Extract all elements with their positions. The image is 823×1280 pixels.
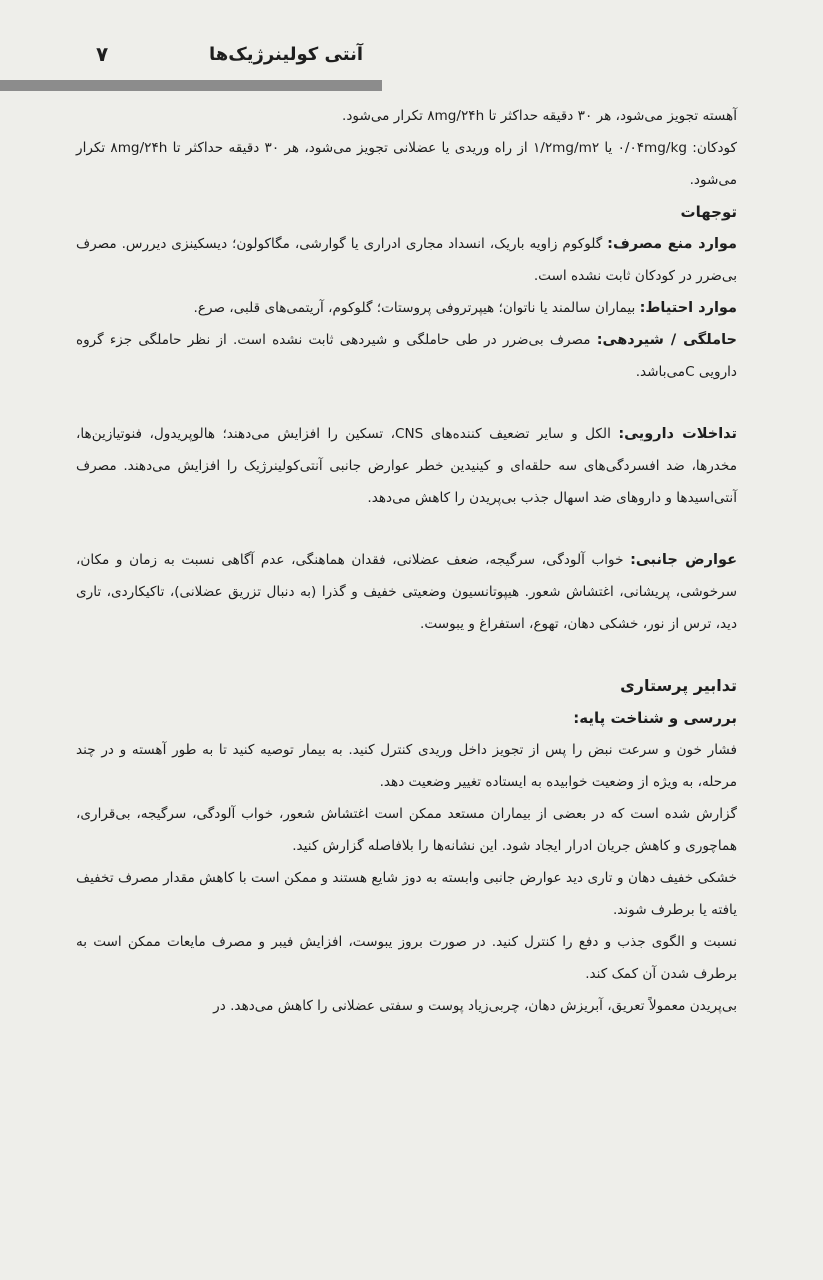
nursing-paragraph: خشکی خفیف دهان و تاری دید عوارض جانبی وابسته به دوز شایع هستند و ممکن است با کاهش مقدار مصرف تخفیف یافته یا برطرف شوند. — [76, 870, 737, 918]
contraindications-paragraph — [76, 228, 737, 292]
pregnancy-text: مصرف بی‌ضرر در طی حاملگی و شیردهی ثابت نشده است. از نظر حاملگی جزء گروه دارویی Cمی‌باشد. — [76, 332, 737, 380]
nursing-heading: تدابیر پرستاری — [620, 676, 737, 695]
side-effects-text: خواب آلودگی، سرگیجه، ضعف عضلانی، فقدان هماهنگی، عدم آگاهی نسبت به زمان و مکان، سرخوشی، پریشانی، اغتشاش شعور. هیپوتانسیون وضعیتی خفیف و گذرا (به دنبال تزریق عضلانی)، تاکیکاردی، تاری دید، ترس از نور، خشکی دهان، تهوع، استفراغ و یبوست. — [76, 552, 737, 632]
assessment-heading: بررسی و شناخت پایه: — [573, 709, 737, 727]
spacer — [76, 640, 737, 670]
header-rule — [0, 80, 382, 91]
contraindications-label: موارد منع مصرف: — [607, 236, 737, 252]
dosage-adult-continued: آهسته تجویز می‌شود، هر ۳۰ دقیقه حداکثر تا ۸mg/۲۴h تکرار می‌شود. — [342, 108, 737, 124]
page-number: ۷ — [96, 42, 109, 66]
nursing-paragraph: فشار خون و سرعت نبض را پس از تجویز داخل وریدی کنترل کنید. به بیمار توصیه کنید تا به طور آهسته و در چند مرحله، به ویژه از وضعیت خوابیده به ایستاده تغییر وضعیت دهد. — [76, 742, 737, 790]
dosage-children: کودکان: ۰/۰۴mg/kg یا ۱/۲mg/m۲ از راه وریدی یا عضلانی تجویز می‌شود، هر ۳۰ دقیقه حداکثر تا ۸mg/۲۴h تکرار می‌شود. — [76, 140, 737, 188]
running-title: آنتی کولینرژیک‌ها — [209, 44, 363, 65]
notes-heading: توجهات — [680, 203, 737, 221]
interactions-text: الکل و سایر تضعیف کننده‌های CNS، تسکین را افزایش می‌دهند؛ هالوپریدول، فنوتیازین‌ها، مخدرها، ضد افسردگی‌های سه حلقه‌ای و کینیدین خطر عوارض جانبی آنتی‌کولینرژیک را افزایش می‌دهند. مصرف آنتی‌اسیدها و داروهای ضد اسهال جذب بی‌پریدن را کاهش می‌دهد. — [76, 426, 737, 506]
side-effects-paragraph — [76, 544, 737, 640]
nursing-paragraph: نسبت و الگوی جذب و دفع را کنترل کنید. در صورت بروز یبوست، افزایش فیبر و مصرف مایعات ممکن است به برطرف شدن آن کمک کند. — [76, 934, 737, 982]
interactions-label: تداخلات دارویی: — [618, 426, 738, 442]
pregnancy-paragraph — [76, 324, 737, 388]
pregnancy-label: حاملگی / شیردهی: — [596, 332, 738, 348]
interactions-paragraph — [76, 418, 737, 514]
page-body — [76, 100, 737, 1022]
spacer — [76, 388, 737, 418]
contraindications-text: گلوکوم زاویه باریک، انسداد مجاری ادراری یا گوارشی، مگاکولون؛ دیسکینزی دیررس. مصرف بی‌ضرر در کودکان ثابت نشده است. — [76, 236, 737, 284]
precautions-paragraph — [76, 292, 737, 324]
side-effects-label: عوارض جانبی: — [630, 552, 737, 568]
page-header — [0, 0, 823, 100]
spacer — [76, 514, 737, 544]
nursing-paragraph: گزارش شده است که در بعضی از بیماران مستعد ممکن است اغتشاش شعور، خواب آلودگی، سرگیجه، بی‌قراری، هماچوری و کاهش جریان ادرار ایجاد شود. این نشانه‌ها را بلافاصله گزارش کنید. — [76, 806, 737, 854]
precautions-text: بیماران سالمند یا ناتوان؛ هیپرتروفی پروستات؛ گلوکوم، آریتمی‌های قلبی، صرع. — [193, 300, 640, 316]
precautions-label: موارد احتیاط: — [639, 300, 737, 316]
nursing-paragraph: بی‌پریدن معمولاً تعریق، آبریزش دهان، چربی‌زیاد پوست و سفتی عضلانی را کاهش می‌دهد. در — [213, 998, 737, 1014]
